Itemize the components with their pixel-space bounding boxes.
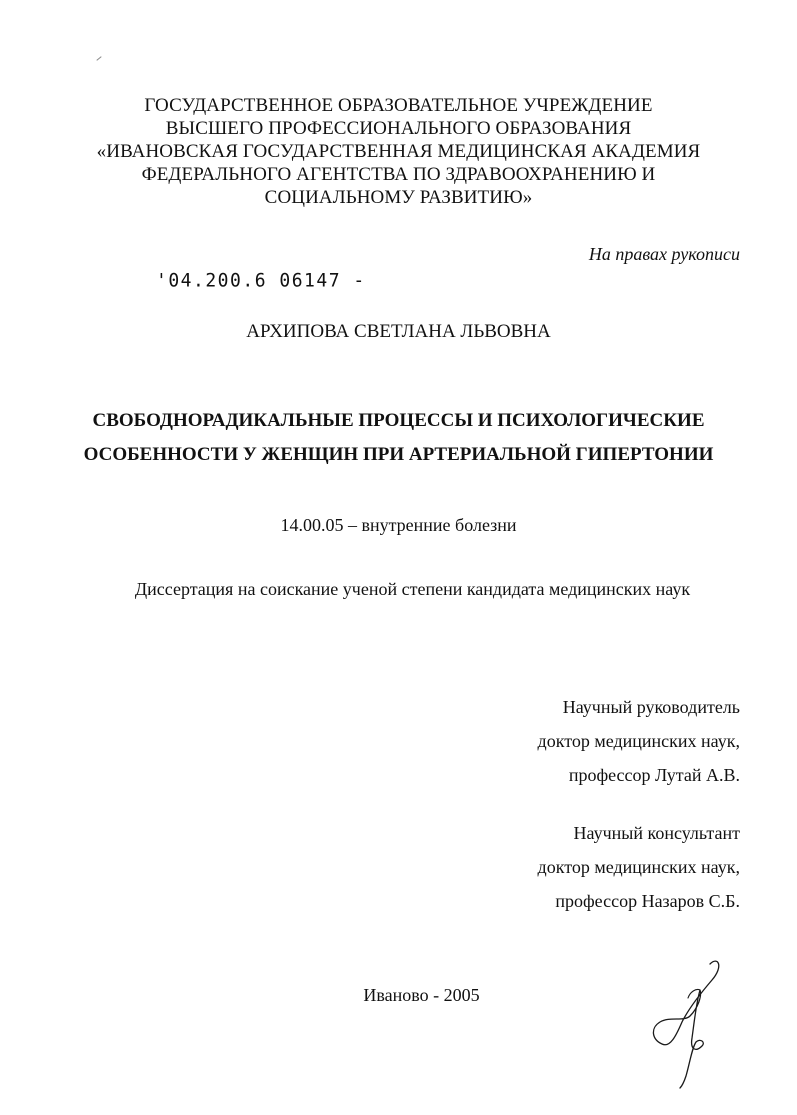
- institution-line: ФЕДЕРАЛЬНОГО АГЕНТСТВА ПО ЗДРАВООХРАНЕНИЮ И: [141, 164, 656, 185]
- institution-header: [0, 94, 797, 209]
- institution-line: «ИВАНОВСКАЯ ГОСУДАРСТВЕННАЯ МЕДИЦИНСКАЯ АКАДЕМИЯ: [96, 141, 701, 162]
- supervisor-role: Научный руководитель: [562, 697, 740, 717]
- catalog-stamp: '04.200.6 06147 -: [156, 269, 366, 292]
- institution-line: ВЫСШЕГО ПРОФЕССИОНАЛЬНОГО ОБРАЗОВАНИЯ: [165, 118, 632, 139]
- title-line: ОСОБЕННОСТИ У ЖЕНЩИН ПРИ АРТЕРИАЛЬНОЙ ГИПЕРТОНИИ: [83, 444, 714, 465]
- consultant-degree: доктор медицинских наук,: [537, 857, 740, 877]
- supervisor-name: профессор Лутай А.В.: [568, 765, 740, 785]
- city-year: Иваново - 2005: [363, 985, 480, 1005]
- rights-note: На правах рукописи: [588, 244, 740, 264]
- dissertation-title: [0, 404, 797, 472]
- consultant-name: профессор Назаров С.Б.: [555, 891, 740, 911]
- title-line: СВОБОДНОРАДИКАЛЬНЫЕ ПРОЦЕССЫ И ПСИХОЛОГИЧЕСКИЕ: [92, 410, 705, 431]
- institution-line: ГОСУДАРСТВЕННОЕ ОБРАЗОВАТЕЛЬНОЕ УЧРЕЖДЕНИЕ: [144, 95, 653, 116]
- specialty-code: 14.00.05 – внутренние болезни: [280, 515, 517, 535]
- scan-speck: [96, 56, 101, 61]
- institution-line: СОЦИАЛЬНОМУ РАЗВИТИЮ»: [264, 187, 533, 208]
- author-name: АРХИПОВА СВЕТЛАНА ЛЬВОВНА: [246, 321, 551, 342]
- consultant-block: [538, 816, 740, 918]
- handwritten-signature: [640, 952, 730, 1092]
- consultant-role: Научный консультант: [573, 823, 740, 843]
- supervisor-degree: доктор медицинских наук,: [537, 731, 740, 751]
- degree-statement: Диссертация на соискание ученой степени кандидата медицинских наук: [134, 579, 691, 599]
- supervisor-block: [538, 690, 740, 792]
